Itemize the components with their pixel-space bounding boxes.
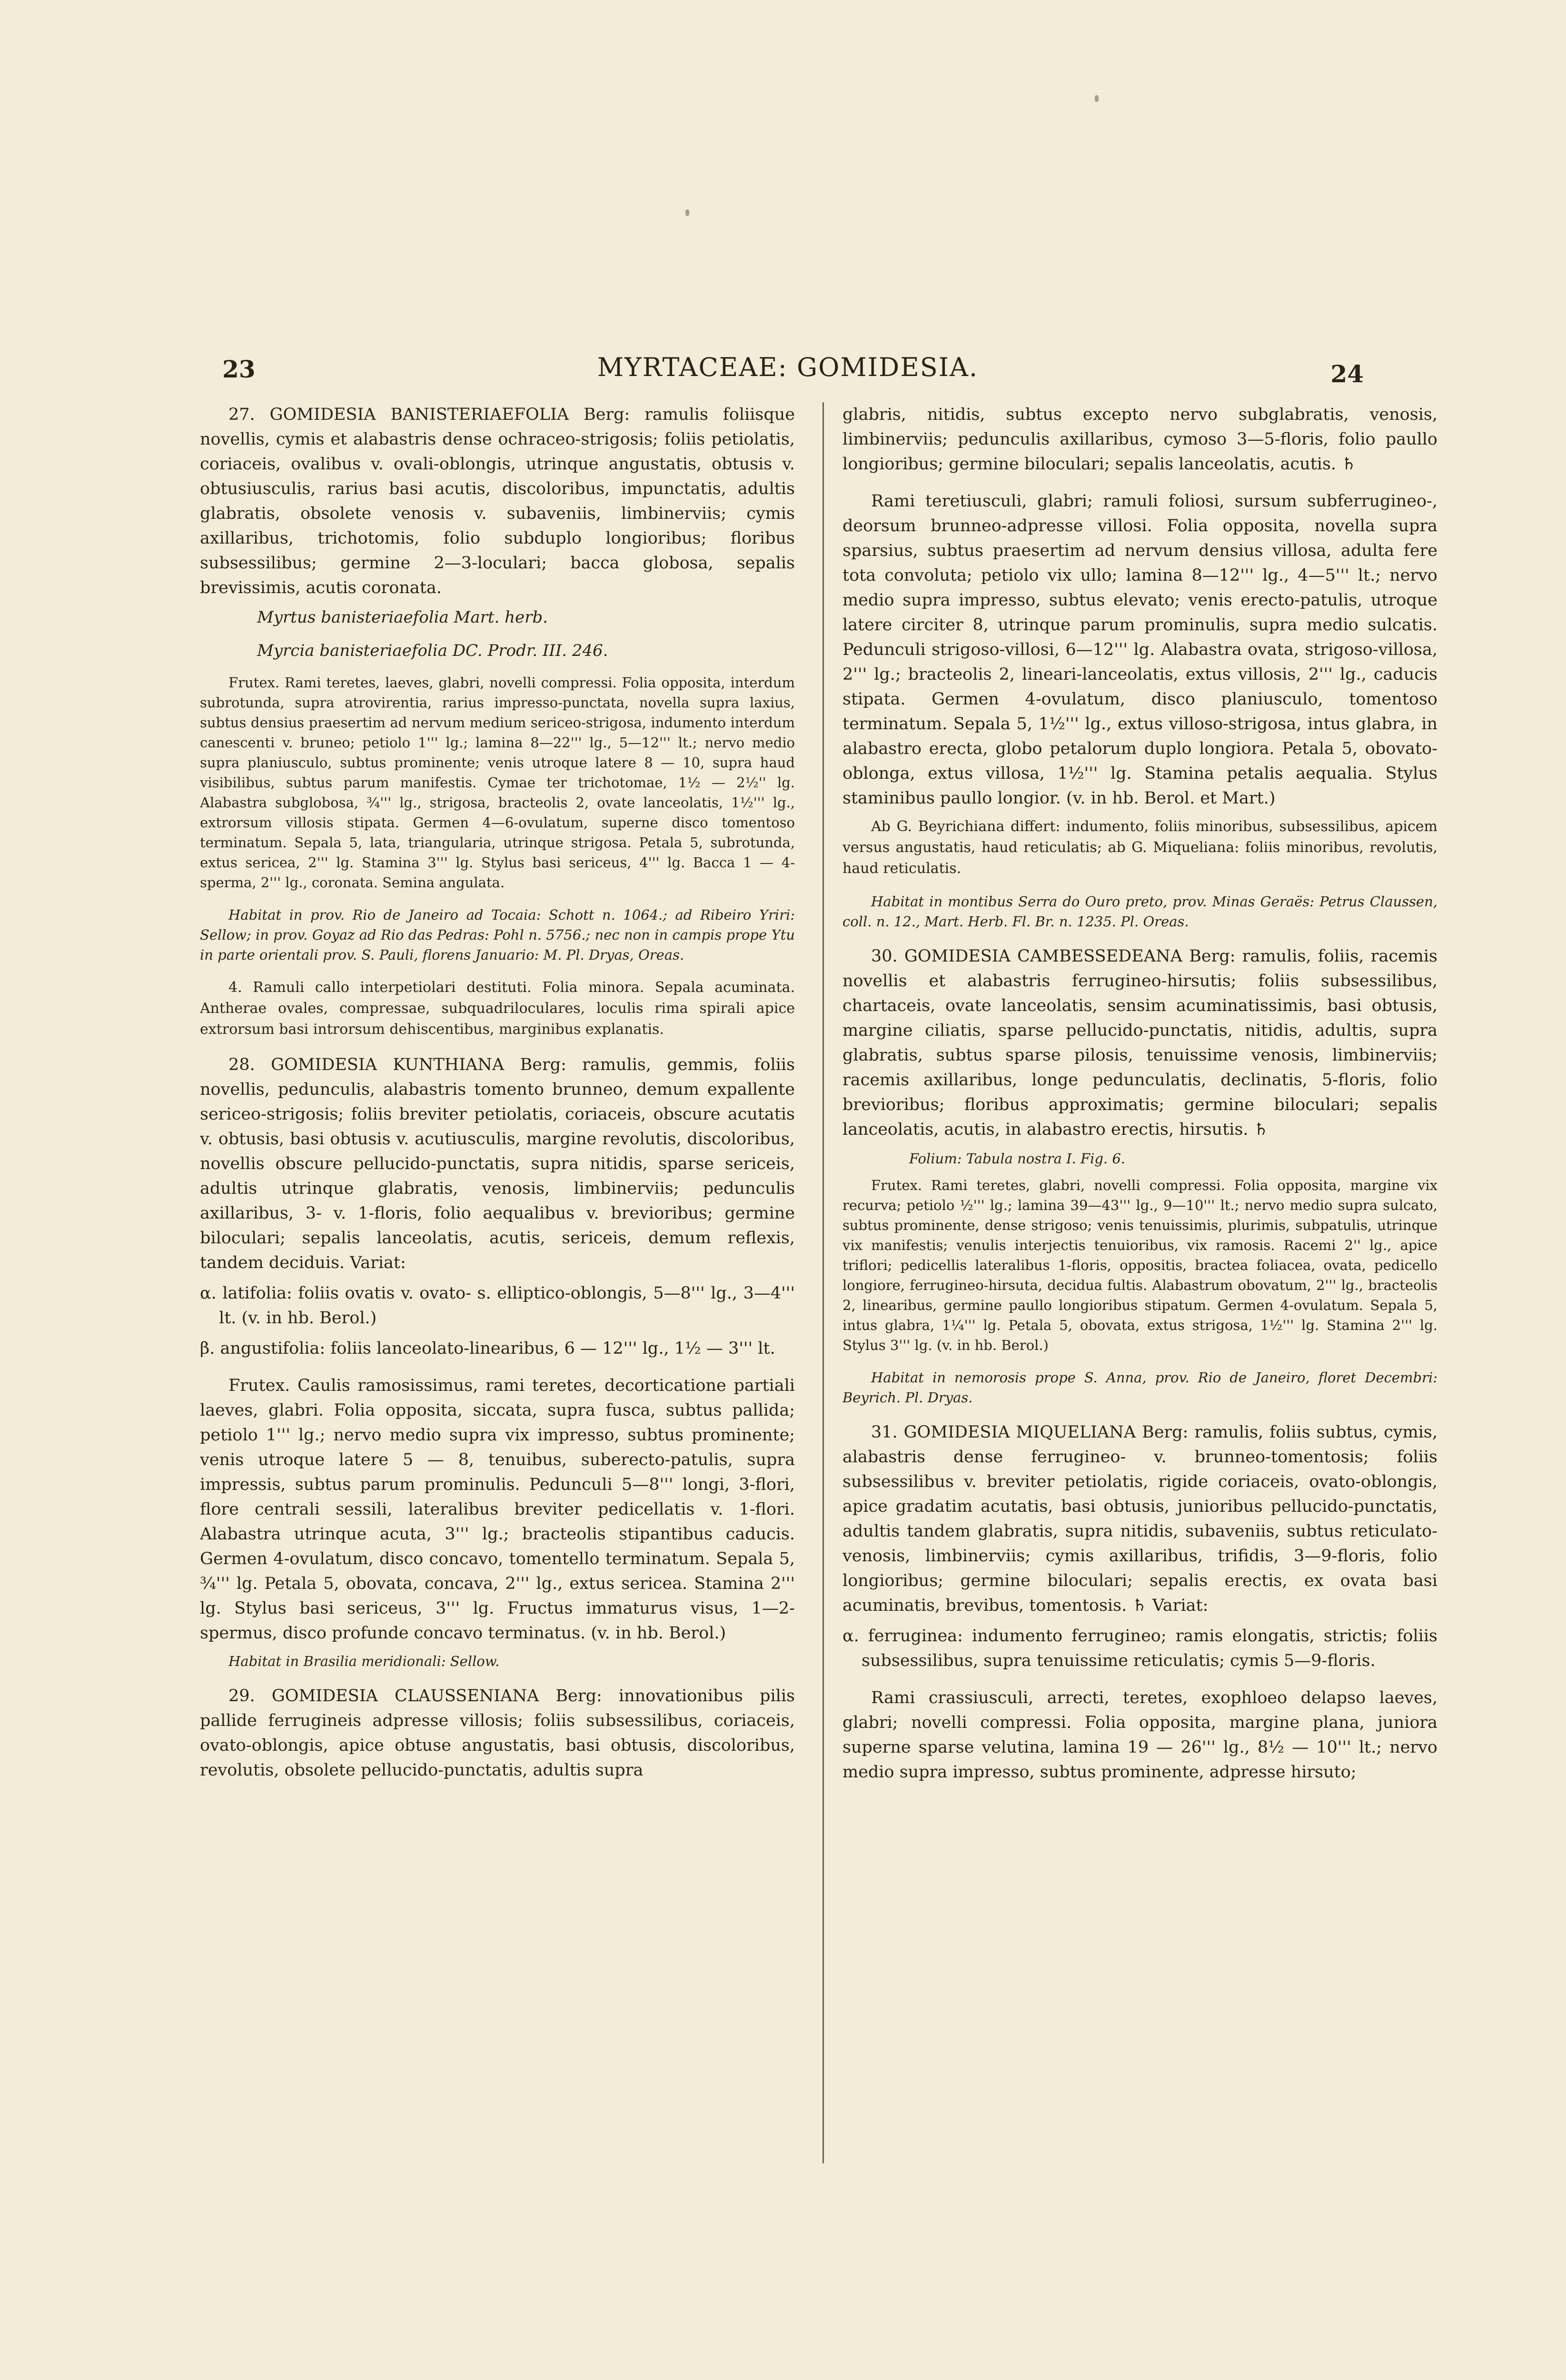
left-page-number: 23: [222, 355, 256, 383]
paragraph: α. ferruginea: indumento ferrugineo; ramis elongatis, strictis; foliis subsessilibus, supra tenuissime reticulatis; cymis 5—9-floris.: [842, 1626, 1437, 1670]
paragraph: Habitat in prov. Rio de Janeiro ad Tocaia: Schott n. 1064.; ad Ribeiro Yriri: Sellow; in prov. Goyaz ad Rio das Pedras: Pohl n. 5756.; nec non in campis prope Ytu in parte orientali prov. S. Pauli, florens Januario: M. Pl. Dryas, Oreas.: [200, 907, 795, 963]
paragraph: 28. GOMIDESIA KUNTHIANA Berg: ramulis, gemmis, foliis novellis, pedunculis, alabastris tomento brunneo, demum expallente sericeo-strigosis; foliis breviter petiolatis, coriaceis, obscure acutatis v. obtusis, basi obtusis v. acutiusculis, margine revolutis, discoloribus, novellis obscure pellucido-punctatis, supra nitidis, sparse sericeis, adultis utrinque glabratis, venosis, limbinerviis; pedunculis axillaribus, 3- v. 1-floris, folio aequalibus v. brevioribus; germine biloculari; sepalis lanceolatis, acutis, sericeis, demum reflexis, tandem deciduis. Variat:: [200, 1055, 795, 1272]
column-divider: [823, 402, 824, 2163]
ink-mark: [685, 209, 689, 216]
right-page-number: 24: [1330, 360, 1364, 388]
paragraph: α. latifolia: foliis ovatis v. ovato- s. elliptico-oblongis, 5—8''' lg., 3—4''' lt. (v. in hb. Berol.): [200, 1284, 795, 1328]
paragraph: Frutex. Rami teretes, laeves, glabri, novelli compressi. Folia opposita, interdum subrotunda, supra atrovirentia, rarius impresso-punctata, novella supra laxius, subtus densius praesertim ad nervum medium sericeo-strigosa, indumento interdum canescenti v. bruneo; petiolo 1''' lg.; lamina 8—22''' lg., 5—12''' lt.; nervo medio supra planiusculo, subtus prominente; venis utroque latere 8 — 10, supra haud visibilibus, subtus parum manifestis. Cymae ter trichotomae, 1½ — 2½'' lg. Alabastra subglobosa, ¾''' lg., strigosa, bracteolis 2, ovate lanceolatis, 1½''' lg., extrorsum villosis stipata. Germen 4—6-ovulatum, superne disco tomentoso terminatum. Sepala 5, lata, triangularia, utrinque strigosa. Petala 5, subrotunda, extus sericea, 2''' lg. Stamina 3''' lg. Stylus basi sericeus, 4''' lg. Bacca 1 — 4-sperma, 2''' lg., coronata. Semina angulata.: [200, 674, 795, 891]
paragraph: Habitat in nemorosis prope S. Anna, prov. Rio de Janeiro, floret Decembri: Beyrich. Pl. Dryas.: [842, 1369, 1437, 1406]
paragraph: glabris, nitidis, subtus excepto nervo subglabratis, venosis, limbinerviis; pedunculis axillaribus, cymoso 3—5-floris, folio paullo longioribus; germine biloculari; sepalis lanceolatis, acutis. ♄: [842, 405, 1437, 474]
paragraph: Ab G. Beyrichiana differt: indumento, foliis minoribus, subsessilibus, apicem versus angustatis, haud reticulatis; ab G. Miqueliana: foliis minoribus, revolutis, haud reticulatis.: [842, 818, 1437, 877]
paragraph: 29. GOMIDESIA CLAUSSENIANA Berg: innovationibus pilis pallide ferrugineis adpresse villosis; foliis subsessilibus, coriaceis, ovato-oblongis, apice obtuse angustatis, basi obtusis, discoloribus, revolutis, obsolete pellucido-punctatis, adultis supra: [200, 1686, 795, 1780]
paragraph: β. angustifolia: foliis lanceolato-linearibus, 6 — 12''' lg., 1½ — 3''' lt.: [200, 1339, 775, 1358]
paragraph: 30. GOMIDESIA CAMBESSEDEANA Berg: ramulis, foliis, racemis novellis et alabastris ferrugineo-hirsutis; foliis subsessilibus, chartaceis, ovate lanceolatis, sensim acuminatissimis, basi obtusis, margine ciliatis, sparse pellucido-punctatis, nitidis, adultis, supra glabratis, subtus sparse pilosis, tenuissime venosis, limbinerviis; racemis axillaribus, longe pedunculatis, declinatis, 5-floris, folio brevioribus; floribus approximatis; germine biloculari; sepalis lanceolatis, acutis, in alabastro erectis, hirsutis. ♄: [842, 947, 1437, 1139]
paragraph: Rami crassiusculi, arrecti, teretes, exophloeo delapso laeves, glabri; novelli compressi. Folia opposita, margine plana, juniora superne sparse velutina, lamina 19 — 26''' lg., 8½ — 10''' lt.; nervo medio supra impresso, subtus prominente, adpresse hirsuto;: [842, 1688, 1437, 1782]
paragraph: Myrcia banisteriaefolia DC. Prodr. III. 246.: [257, 641, 608, 660]
ink-mark: [1095, 95, 1099, 102]
paragraph: Frutex. Rami teretes, glabri, novelli compressi. Folia opposita, margine vix recurva; petiolo ½''' lg.; lamina 39—43''' lg., 9—10''' lt.; nervo medio supra sulcato, subtus prominente, dense strigoso; venis tenuissimis, plurimis, subpatulis, utrinque vix manifestis; venulis interjectis tenuioribus, vix ramosis. Racemi 2'' lg., apice triflori; pedicellis lateralibus 1-floris, oppositis, bractea foliacea, ovata, pedicello longiore, ferrugineo-hirsuta, decidua fultis. Alabastrum obovatum, 2''' lg., bracteolis 2, linearibus, germine paullo longioribus stipatum. Germen 4-ovulatum. Sepala 5, intus glabra, 1¼''' lg. Petala 5, obovata, extus strigosa, 1½''' lg. Stamina 2''' lg. Stylus 3''' lg. (v. in hb. Berol.): [842, 1177, 1437, 1353]
paragraph: Myrtus banisteriaefolia Mart. herb.: [257, 608, 548, 627]
paragraph: Rami teretiusculi, glabri; ramuli foliosi, sursum subferrugineo-, deorsum brunneo-adpresse villosi. Folia opposita, novella supra sparsius, subtus praesertim ad nervum densius villosa, adulta fere tota convoluta; petiolo vix ullo; lamina 8—12''' lg., 4—5''' lt.; nervo medio supra impresso, subtus elevato; venis erecto-patulis, utroque latere circiter 8, utrinque parum prominulis, supra medio sulcatis. Pedunculi strigoso-villosi, 6—12''' lg. Alabastra ovata, strigoso-villosa, 2''' lg.; bracteolis 2, lineari-lanceolatis, extus villosis, 2''' lg., caducis stipata. Germen 4-ovulatum, disco planiusculo, tomentoso terminatum. Sepala 5, 1½''' lg., extus villoso-strigosa, intus glabra, in alabastro erecta, globo petalorum duplo longiora. Petala 5, obovato-oblonga, extus villosa, 1½''' lg. Stamina petalis aequalia. Stylus staminibus paullo longior. (v. in hb. Berol. et Mart.): [842, 492, 1437, 808]
paragraph: 27. GOMIDESIA BANISTERIAEFOLIA Berg: ramulis foliisque novellis, cymis et alabastris dense ochraceo-strigosis; foliis petiolatis, coriaceis, ovalibus v. ovali-oblongis, utrinque angustatis, obtusis v. obtusiusculis, rarius basi acutis, discoloribus, impunctatis, adultis glabratis, obsolete venosis v. subaveniis, limbinerviis; cymis axillaribus, trichotomis, folio subduplo longioribus; floribus subsessilibus; germine 2—3-loculari; bacca globosa, sepalis brevissimis, acutis coronata.: [200, 405, 795, 597]
paragraph: 4. Ramuli callo interpetiolari destituti. Folia minora. Sepala acuminata. Antherae ovales, compressae, subquadriloculares, loculis rima spirali apice extrorsum basi introrsum dehiscentibus, marginibus explanatis.: [200, 979, 795, 1038]
paragraph: Habitat in montibus Serra do Ouro preto, prov. Minas Geraës: Petrus Claussen, coll. n. 12., Mart. Herb. Fl. Br. n. 1235. Pl. Oreas.: [842, 893, 1437, 930]
page-header: [212, 352, 1364, 390]
left-column: [200, 402, 795, 2297]
paragraph: 31. GOMIDESIA MIQUELIANA Berg: ramulis, foliis subtus, cymis, alabastris dense ferrugineo- v. brunneo-tomentosis; foliis subsessilibus v. breviter petiolatis, rigide coriaceis, ovato-oblongis, apice gradatim acutatis, basi obtusis, junioribus pellucido-punctatis, adultis tandem glabratis, supra nitidis, subaveniis, subtus reticulato-venosis, limbinerviis; cymis axillaribus, trifidis, 3—9-floris, folio longioribus; germine biloculari; sepalis erectis, ex ovata basi acuminatis, brevibus, tomentosis. ♄ Variat:: [842, 1423, 1437, 1615]
running-title: MYRTACEAE: GOMIDESIA.: [597, 352, 979, 382]
paragraph: Folium: Tabula nostra I. Fig. 6.: [909, 1150, 1126, 1167]
paragraph: Frutex. Caulis ramosissimus, rami teretes, decorticatione partiali laeves, glabri. Folia opposita, siccata, supra fusca, subtus pallida; petiolo 1''' lg.; nervo medio supra vix impresso, subtus prominente; venis utroque latere 5 — 8, tenuibus, suberecto-patulis, supra impressis, subtus parum prominulis. Pedunculi 5—8''' longi, 3-flori, flore centrali sessili, lateralibus breviter pedicellatis v. 1-flori. Alabastra utrinque acuta, 3''' lg.; bracteolis stipantibus caducis. Germen 4-ovulatum, disco concavo, tomentello terminatum. Sepala 5, ¾''' lg. Petala 5, obovata, concava, 2''' lg., extus sericea. Stamina 2''' lg. Stylus basi sericeus, 3''' lg. Fructus immaturus visus, 1—2-spermus, disco profunde concavo terminatus. (v. in hb. Berol.): [200, 1376, 795, 1643]
paragraph: Habitat in Brasilia meridionali: Sellow.: [228, 1653, 500, 1669]
right-column: [842, 402, 1437, 2297]
